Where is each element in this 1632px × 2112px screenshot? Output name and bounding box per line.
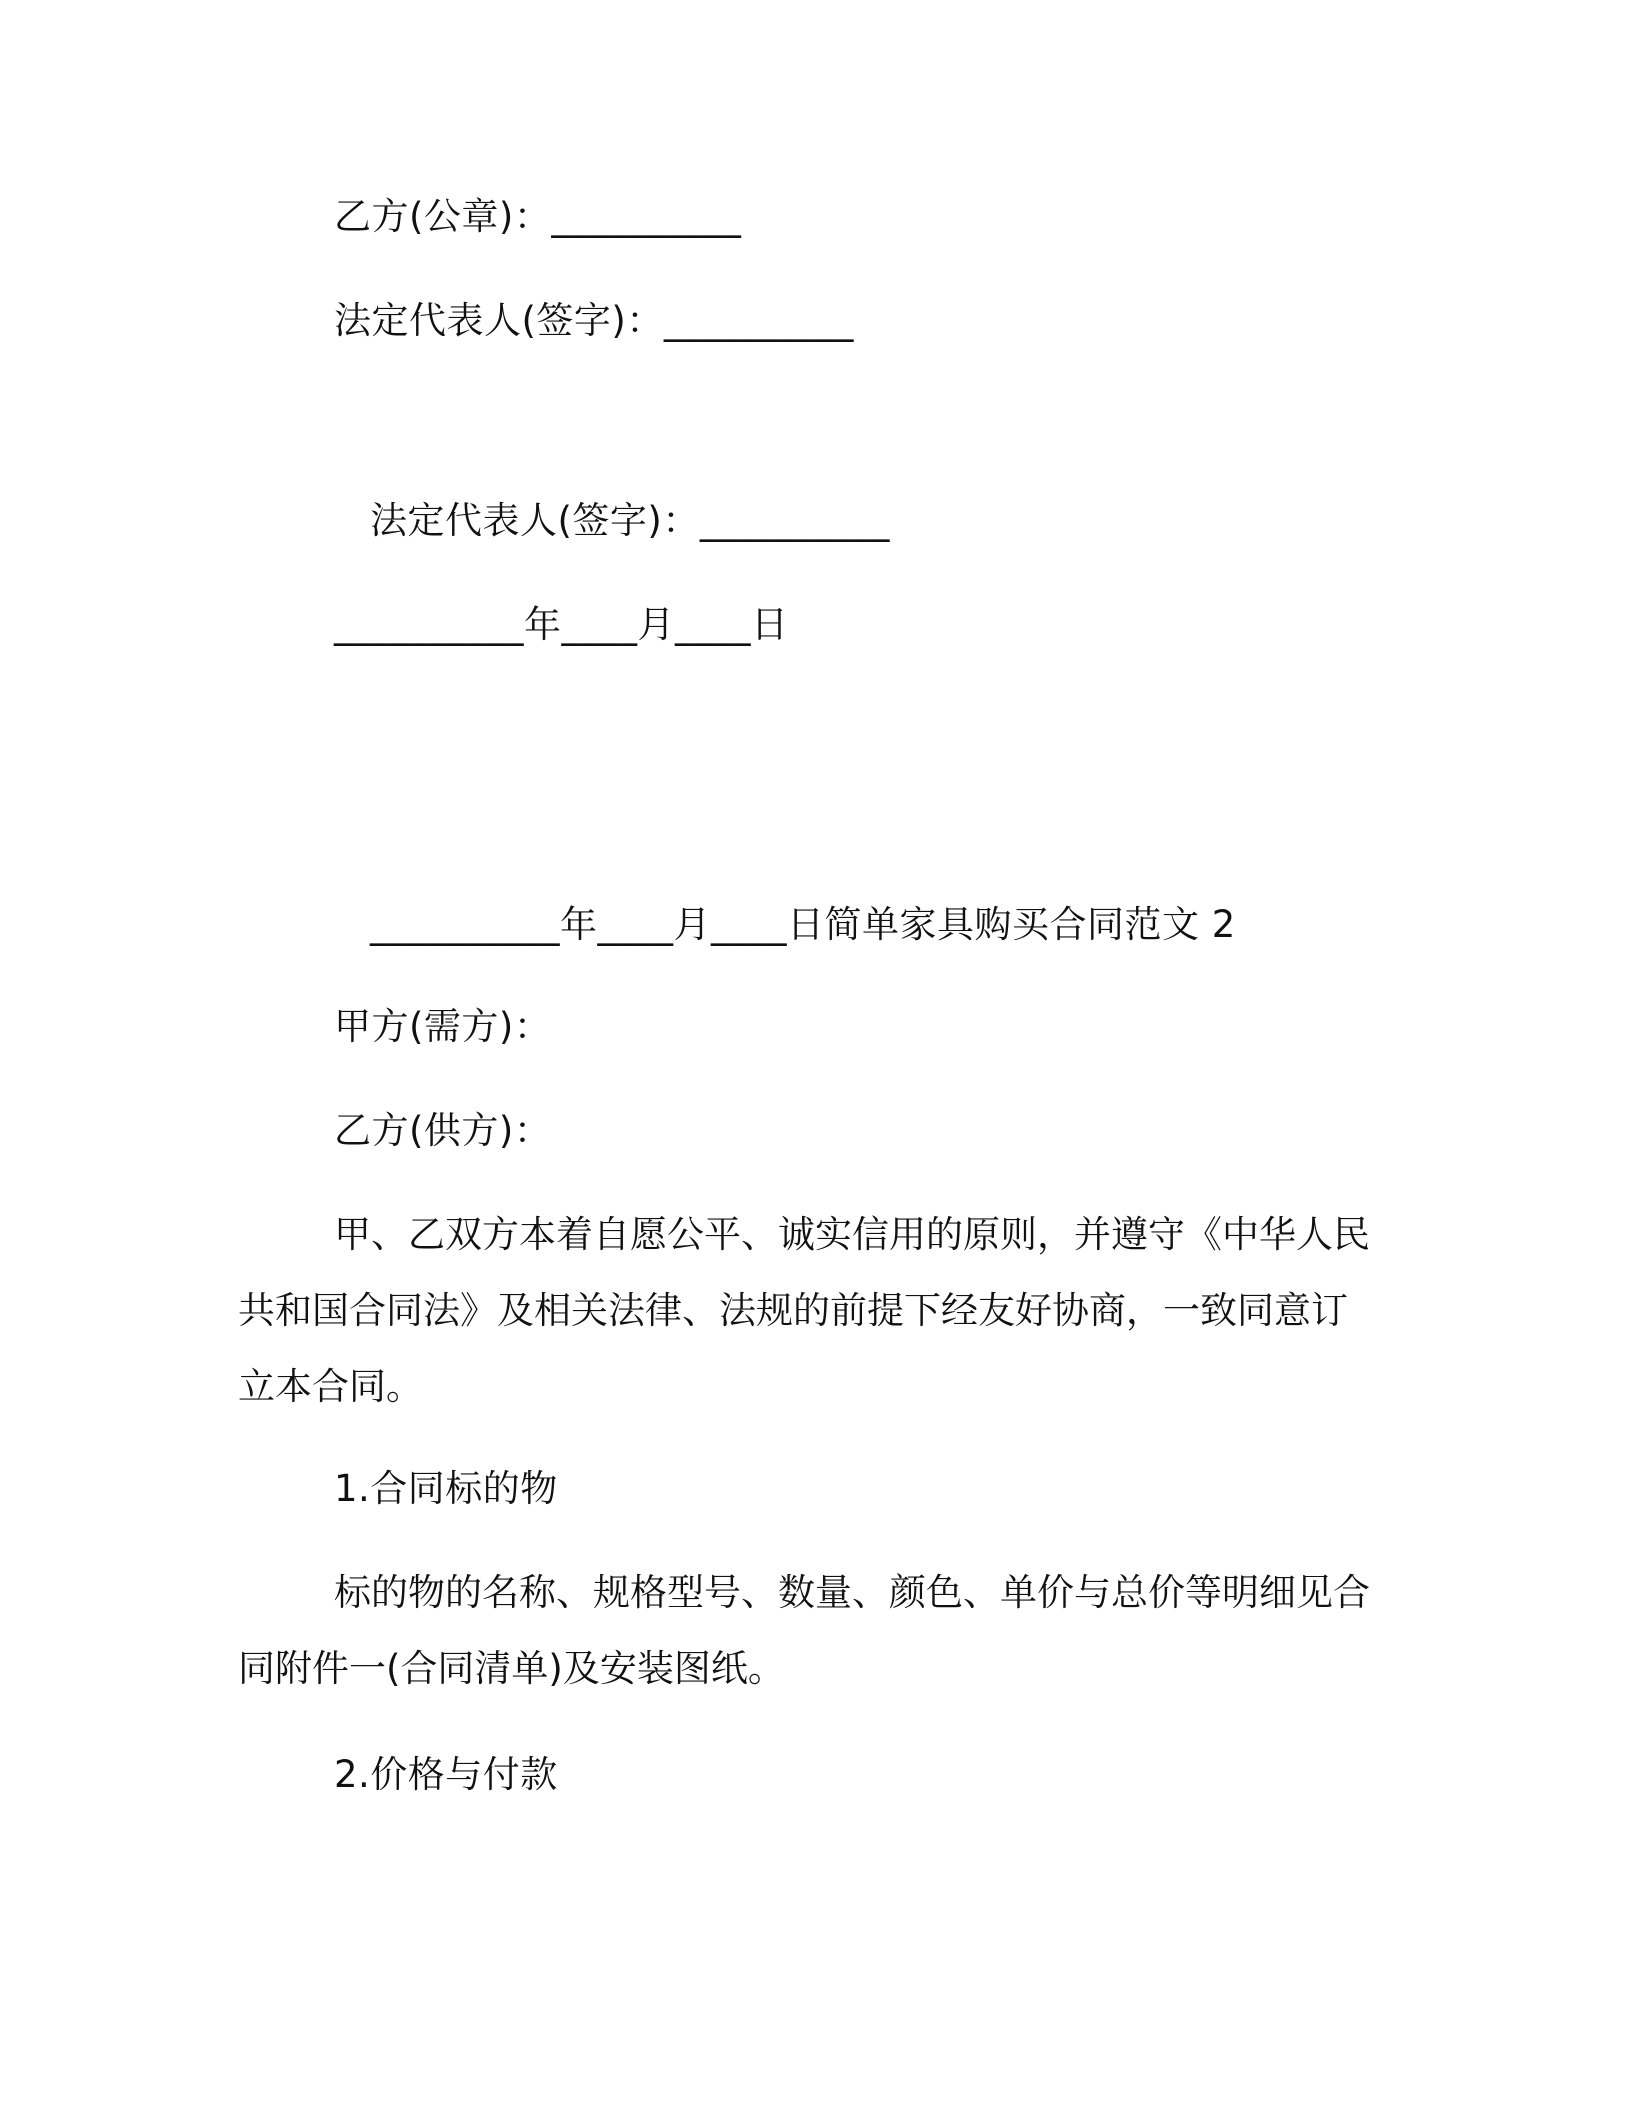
- paragraph2-line1: 标的物的名称、规格型号、数量、颜色、单价与总价等明细见合: [334, 1571, 1370, 1614]
- contract-title-line: __________年____月____日简单家具购买合同范文 2: [370, 903, 1236, 946]
- section1-title: 1.合同标的物: [334, 1467, 558, 1510]
- paragraph1-line1: 甲、乙双方本着自愿公平、诚实信用的原则，并遵守《中华人民: [334, 1213, 1370, 1256]
- date-line: __________年____月____日: [334, 603, 789, 646]
- paragraph2-line2: 同附件一(合同清单)及安装图纸。: [238, 1647, 785, 1690]
- paragraph1-line2: 共和国合同法》及相关法律、法规的前提下经友好协商，一致同意订: [238, 1289, 1348, 1332]
- legal-rep-signature-line-2: 法定代表人(签字)：__________: [370, 499, 890, 542]
- party-b-label: 乙方(供方)：: [334, 1109, 552, 1152]
- legal-rep-signature-line: 法定代表人(签字)：__________: [334, 299, 854, 342]
- paragraph1-line3: 立本合同。: [238, 1365, 423, 1408]
- party-a-label: 甲方(需方)：: [334, 1005, 552, 1048]
- party-b-seal-line: 乙方(公章)：__________: [334, 195, 742, 238]
- section2-title: 2.价格与付款: [334, 1753, 558, 1796]
